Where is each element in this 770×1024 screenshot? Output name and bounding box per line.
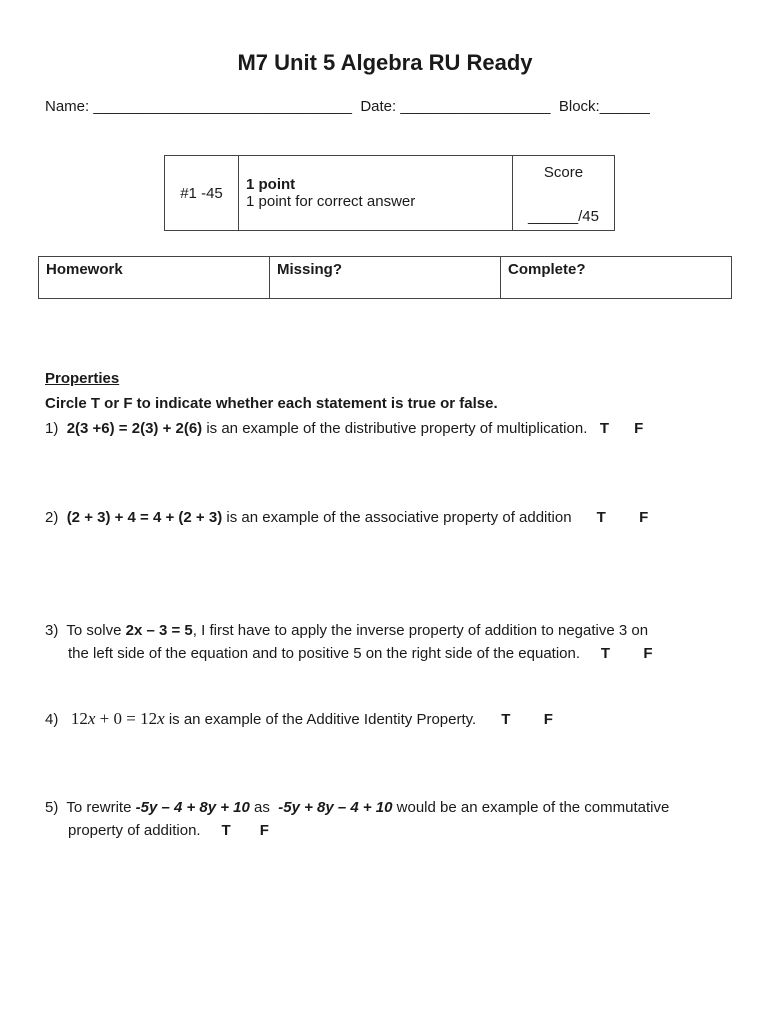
q4-equation: 12x + 0 = 12x	[70, 709, 165, 728]
q2-statement: (2 + 3) + 4 = 4 + (2 + 3)	[66, 509, 223, 526]
q3-pre: To solve	[66, 622, 126, 639]
q1-statement: 2(3 +6) = 2(3) + 2(6)	[66, 420, 203, 437]
q5-expression-2: -5y + 8y – 4 + 10	[278, 799, 393, 816]
q1-false-option[interactable]: F	[634, 420, 644, 437]
q4-num: 4)	[45, 711, 59, 728]
section-title: Properties	[45, 370, 120, 387]
q3-true-option[interactable]: T	[600, 645, 611, 662]
points-desc: 1 point for correct answer	[246, 193, 416, 210]
question-4	[45, 709, 553, 729]
homework-table	[38, 256, 732, 299]
q5-mid: as	[249, 799, 279, 816]
q3-false-option[interactable]: F	[643, 645, 653, 662]
date-label: Date:	[360, 98, 397, 115]
question-5	[45, 796, 745, 842]
section-instructions: Circle T or F to indicate whether each statement is true or false.	[45, 395, 498, 412]
q3-text: , I first have to apply the inverse property of addition to negative 3 on	[192, 622, 649, 639]
date-blank[interactable]: __________________	[400, 98, 551, 115]
q1-true-option[interactable]: T	[599, 420, 610, 437]
block-label: Block:	[558, 98, 600, 115]
q4-false-option[interactable]: F	[543, 711, 553, 728]
scoring-table	[164, 155, 615, 231]
homework-col: Homework	[39, 257, 270, 299]
q5-false-option[interactable]: F	[259, 822, 269, 839]
q1-text: is an example of the distributive property of multiplication.	[202, 420, 588, 437]
score-cell	[513, 156, 615, 231]
q2-text: is an example of the associative property of addition	[222, 509, 572, 526]
points-title: 1 point	[246, 176, 296, 193]
name-blank[interactable]: _______________________________	[93, 98, 352, 115]
q3-text-2: the left side of the equation and to positive 5 on the right side of the equation.	[68, 645, 581, 662]
q2-true-option[interactable]: T	[596, 509, 606, 526]
complete-col: Complete?	[501, 257, 732, 299]
missing-col: Missing?	[270, 257, 501, 299]
q3-num: 3)	[45, 622, 59, 639]
question-3	[45, 619, 745, 665]
question-2	[45, 509, 648, 526]
q1-num: 1)	[45, 420, 59, 437]
q5-text-2: property of addition.	[68, 822, 201, 839]
q3-statement: 2x – 3 = 5	[125, 622, 193, 639]
scoring-range: #1 -45	[165, 156, 239, 231]
q5-text: would be an example of the commutative	[392, 799, 670, 816]
q5-true-option[interactable]: T	[221, 822, 231, 839]
question-1	[45, 420, 643, 437]
q5-pre: To rewrite	[66, 799, 136, 816]
header-fields	[45, 98, 650, 115]
page-title: M7 Unit 5 Algebra RU Ready	[237, 50, 533, 75]
q5-num: 5)	[45, 799, 59, 816]
q4-true-option[interactable]: T	[501, 711, 511, 728]
scoring-points-cell	[239, 156, 513, 231]
name-label: Name:	[45, 98, 90, 115]
q2-num: 2)	[45, 509, 59, 526]
score-label: Score	[543, 164, 584, 181]
q4-text: is an example of the Additive Identity Property.	[168, 711, 477, 728]
q5-expression-1: -5y – 4 + 8y + 10	[135, 799, 250, 816]
q2-false-option[interactable]: F	[639, 509, 649, 526]
score-value[interactable]: ______/45	[528, 208, 599, 225]
block-blank[interactable]: ______	[599, 98, 650, 115]
